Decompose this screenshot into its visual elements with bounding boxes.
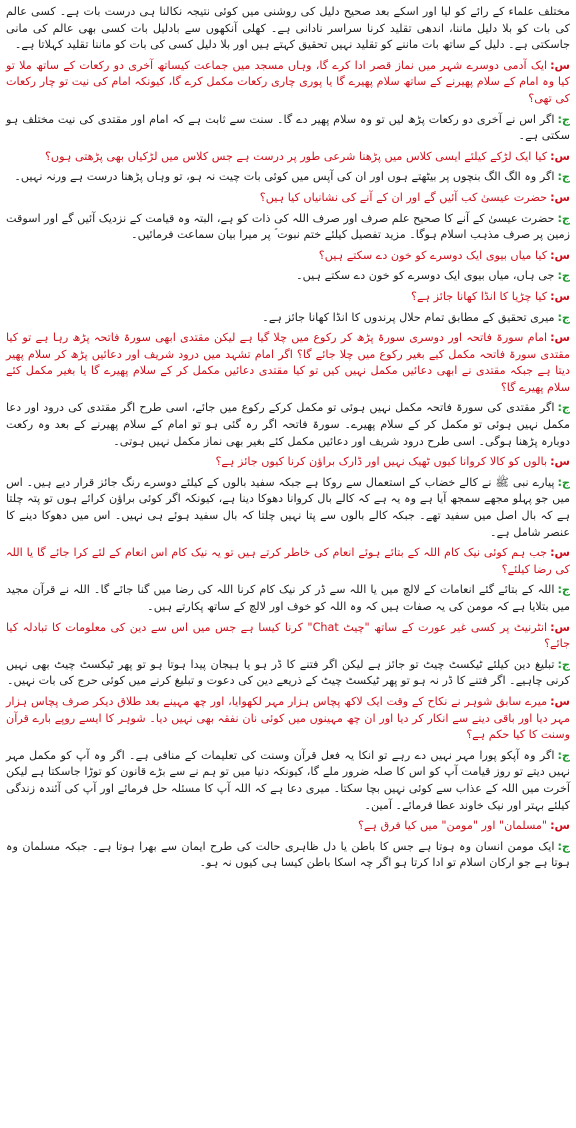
answer-text: اگر وہ الگ الگ بنچوں پر بیٹھتے ہوں اور ان کی آپس میں کوئی بات چیت نہ ہو، تو وہاں پڑھنا درست ہے ورنہ نہیں۔ xyxy=(14,170,555,184)
answer-6 xyxy=(6,400,570,450)
answer-9 xyxy=(6,657,570,690)
answer-4 xyxy=(6,268,570,285)
question-text: کیا ایک لڑکے کیلئے ایسی کلاس میں پڑھنا شرعی طور پر درست ہے جس کلاس میں لڑکیاں بھی پڑھتی ہوں؟ xyxy=(44,149,548,163)
answer-text: اللہ کے بتائے گئے انعامات کے لالچ میں یا اللہ سے ڈر کر نیک کام کرنا اللہ کی رضا میں گنا جائے گا۔ اللہ نے قرآن مجید میں بتلایا ہے کہ مومن کی یہ صفات ہیں کہ وہ اللہ کو خوف اور لالچ کے ساتھ پکارتے ہیں۔ xyxy=(6,583,570,613)
answer-text: اگر اس نے آخری دو رکعات پڑھ لیں تو وہ سلام پھیر دے گا۔ سنت سے ثابت ہے کہ امام اور مقتدی کی نیت مختلف ہو سکتی ہے۔ xyxy=(6,112,570,143)
answer-text: میری تحقیق کے مطابق تمام حلال پرندوں کا انڈا کھانا جائز ہے۔ xyxy=(262,310,555,324)
answer-marker: ج: xyxy=(557,170,570,184)
question-11 xyxy=(6,818,570,835)
answer-text: حضرت عیسیٰ کے آنے کا صحیح علم صرف اور صرف اللہ کی ذات کو ہے، البتہ وہ قیامت کے نزدیک آئیں گے اور اسوقت زمین پر صرف مذہب اسلام ہوگا۔ مزید تفصیل کیلئے ختم نبوت ؐ پر میرا بیان سماعت فرمائیں۔ xyxy=(6,211,570,242)
question-marker: س: xyxy=(550,331,570,345)
answer-text: پیارے نبی ﷺ نے کالے خضاب کے استعمال سے روکا ہے جبکہ سفید بالوں کے کیلئے دوسرے رنگ جائز قرار دیے ہیں۔ اس میں جو پہلو مجھے سمجھ آیا ہے وہ یہ ہے کہ کالے بال کروانا دھوکا دینا ہے، کیونکہ اگر کوئی براؤن کرائے ہوں تو پتہ چلتا ہے کہ بال اصل میں سفید تھے۔ جبکہ کالے بالوں سے پتا نہیں چلتا کہ بال سفید ہوئے ہی نہیں۔ اس میں دھوکا دینے کا عنصر شامل ہے۔ xyxy=(6,475,570,539)
question-marker: س: xyxy=(550,149,570,163)
question-marker: س: xyxy=(550,620,570,634)
question-3 xyxy=(6,190,570,207)
question-10 xyxy=(6,694,570,744)
answer-marker: ج: xyxy=(557,211,570,225)
answer-10 xyxy=(6,748,570,814)
answer-marker: ج: xyxy=(557,475,570,489)
question-7 xyxy=(6,454,570,471)
qa-list xyxy=(6,58,570,872)
answer-text: ایک مومن انسان وہ ہوتا ہے جس کا باطن یا دل ظاہری حالت کی طرح ایمان سے بھرا ہوتا ہے۔ جبکہ مسلمان وہ ہوتا ہے جو ارکان اسلام تو ادا کرتا ہو اگر چہ اسکا باطن کیسا ہی کیوں نہ ہو۔ xyxy=(6,839,570,870)
answer-marker: ج: xyxy=(557,657,570,671)
question-text: کیا چڑیا کا انڈا کھانا جائز ہے؟ xyxy=(411,289,548,303)
question-marker: س: xyxy=(550,289,570,303)
question-marker: س: xyxy=(550,546,570,560)
question-marker: س: xyxy=(550,190,570,204)
intro-paragraph: مختلف علماء کے رائے کو لیا اور اسکے بعد صحیح دلیل کی روشنی میں کوئی نتیجہ نکالنا ہی درست بات ہے۔ کسی عالم کی بات کو بلا دلیل ماننا، اندھی تقلید کرنا سراسر نادانی ہے۔ کھلی آنکھوں سے بادلیل بات کسی بھی عالم کی مانی جاسکتی ہے۔ دلیل کے ساتھ بات ماننے کو تقلید نہیں تحقیق کہتے ہیں اور بلا دلیل کسی کی بات کو ماننا تقلید کہلاتا ہے۔ xyxy=(6,5,570,52)
answer-marker: ج: xyxy=(557,583,570,597)
question-text: بالوں کو کالا کروانا کیوں ٹھیک نہیں اور ڈارک براؤن کرنا کیوں جائز ہے؟ xyxy=(215,455,548,469)
answer-text: تبلیغ دین کیلئے ٹیکسٹ چیٹ تو جائز ہے لیکن اگر فتنے کا ڈر ہو یا ہیجان پیدا ہوتا ہو تو پھر ٹیکسٹ چیٹ بھی نہیں کرنی چاہیے۔ اگر فتنے کا ڈر نہ ہو تو پھر ٹیکسٹ چیٹ کے ذریعے دین کی دعوت و تبلیغ کرنے میں کوئی حرج کی بات نہیں۔ xyxy=(6,657,570,688)
answer-7 xyxy=(6,475,570,541)
answer-marker: ج: xyxy=(557,401,570,415)
question-text: ایک آدمی دوسرے شہر میں نماز قصر ادا کرے گا، وہاں مسجد میں جماعت کیساتھ آخری دو رکعات کے ساتھ ملا تو کیا وہ امام کے سلام پھیرنے کے ساتھ سلام پھیرے گا یا پوری چاری رکعات مکمل کرے گا، کیونکہ امام کی نیت تو چار رکعات کی تھی؟ xyxy=(6,58,570,105)
question-text: جب ہم کوئی نیک کام اللہ کے بتائے ہوئے انعام کی خاطر کرتے ہیں تو یہ نیک کام اس انعام کے لئے کرا جائے گا یا اللہ کی رضا کیلئے؟ xyxy=(6,546,570,576)
answer-marker: ج: xyxy=(557,310,570,324)
question-marker: س: xyxy=(550,694,570,708)
question-text: کیا میاں بیوی ایک دوسرے کو خون دے سکتے ہیں؟ xyxy=(318,248,548,262)
question-marker: س: xyxy=(550,248,570,262)
question-marker: س: xyxy=(550,58,570,72)
answer-marker: ج: xyxy=(557,112,570,126)
question-4 xyxy=(6,248,570,265)
answer-1 xyxy=(6,112,570,145)
question-text: امام سورۃ فاتحہ اور دوسری سورۃ پڑھ کر رکوع میں چلا گیا ہے لیکن مقتدی ابھی سورۃ فاتحہ پڑھ رہا ہے تو کیا مقتدی سورۃ فاتحہ مکمل کیے بغیر رکوع میں چلا جائے گا؟ اگر امام تشہد میں درود شریف اور دعائیں پڑھ کر سلام پھیر دیتا ہے جبکہ مقتدی نے ابھی دعائیں مکمل نہیں کیں تو کیا مقتدی دعائیں مکمل کر کے سلام پھیرے گا یا بغیر مکمل کئے سلام پھیرے گا؟ xyxy=(6,331,570,394)
answer-5 xyxy=(6,310,570,327)
answer-text: اگر مقتدی کی سورۃ فاتحہ مکمل نہیں ہوئی تو مکمل کرکے رکوع میں جائے، اسی طرح اگر مقتدی کی درود اور دعا مکمل نہیں ہوئی تو مکمل کر کے سلام پھیرے۔ سورۃ فاتحہ اگر رہ گئی ہو تو امام کے سلام پھیرنے کے بعد وہ رکعت دوبارہ پڑھنا ہوگی۔ اسی طرح درود شریف اور دعائیں مکمل کئے بغیر بھی نماز مکمل نہیں ہوتی۔ xyxy=(6,401,570,448)
answer-3 xyxy=(6,211,570,244)
answer-8 xyxy=(6,582,570,615)
question-5 xyxy=(6,289,570,306)
answer-marker: ج: xyxy=(557,748,570,762)
question-text: میرے سابق شوہر نے نکاح کے وقت ایک لاکھ پچاس ہزار مہر لکھوایا، اور چھ مہینے بعد طلاق دیکر صرف پچاس ہزار مہر دیا اور باقی دینے سے انکار کر دیا اور ان چھ مہینوں میں کوئی نان نفقہ بھی نہیں دیا۔ شوہر کا ایسے روپے بارے قرآن وسنت کا کیا حکم ہے؟ xyxy=(6,694,570,742)
question-text: حضرت عیسیٰ کب آئیں گے اور ان کے آنے کی نشانیاں کیا ہیں؟ xyxy=(259,190,548,204)
question-8 xyxy=(6,545,570,578)
answer-2 xyxy=(6,169,570,186)
answer-text: اگر وہ آپکو پورا مہر نہیں دے رہے تو انکا یہ فعل قرآن وسنت کی تعلیمات کے منافی ہے۔ اگر وہ آپ کو مکمل مہر نہیں دیتے تو روز قیامت آپ کو اس کا صلہ ضرور ملے گا، کیونکہ دنیا میں تو ہم نے سے بڑے قانون کو توڑا جاسکتا ہے لیکن آخرت میں اللہ کے عذاب سے کوئی نہیں بچا سکتا۔ میری دعا ہے کہ اللہ آپ کا مسئلہ حل فرمائے اور آپ کی آئندہ زندگی کیلئے بہتر اور نیک خاوند عطا فرمائے۔ آمین۔ xyxy=(6,748,570,812)
question-text: انٹرنیٹ پر کسی غیر عورت کے ساتھ "چیٹ Chat" کرنا کیسا ہے جس میں اس سے دین کی معلومات کا تبادلہ کیا جائے؟ xyxy=(6,620,570,651)
question-text: "مسلمان" اور "مومن" میں کیا فرق ہے؟ xyxy=(357,819,548,833)
question-1 xyxy=(6,58,570,108)
question-2 xyxy=(6,149,570,166)
question-marker: س: xyxy=(550,819,570,833)
answer-text: جی ہاں، میاں بیوی ایک دوسرے کو خون دے سکتے ہیں۔ xyxy=(296,269,555,283)
question-marker: س: xyxy=(550,455,570,469)
answer-marker: ج: xyxy=(557,269,570,283)
question-6 xyxy=(6,330,570,396)
answer-11 xyxy=(6,839,570,872)
answer-marker: ج: xyxy=(557,839,570,853)
question-9 xyxy=(6,620,570,653)
